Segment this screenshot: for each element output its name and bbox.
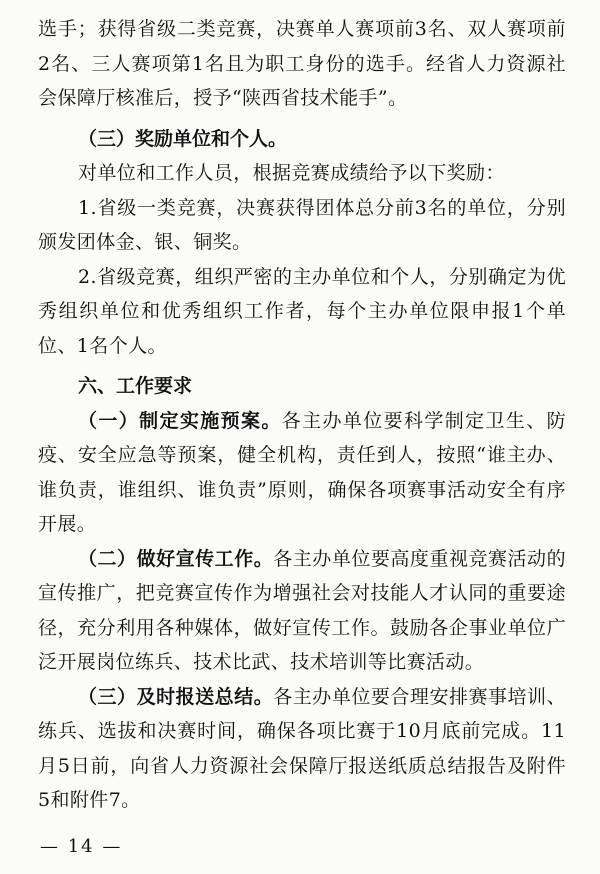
- paragraph-awards-intro: 对单位和工作人员，根据竞赛成绩给予以下奖励：: [78, 162, 505, 184]
- paragraph-requirement-2: [38, 542, 566, 680]
- requirement-1-body: 各主办单位要科学制定卫生、防疫、安全应急等预案，健全机构，责任到人，按照“谁主办、谁负责，谁组织、谁负责”原则，确保各项赛事活动安全有序开展。: [38, 409, 566, 535]
- requirement-3-title: （三）及时报送总结。: [78, 685, 274, 708]
- section-heading-requirements: 六、工作要求: [78, 375, 193, 397]
- paragraph-requirement-1: [38, 404, 566, 542]
- page-number: — 14 —: [40, 836, 123, 857]
- document-body: [38, 12, 566, 818]
- requirement-2-title: （二）做好宣传工作。: [78, 547, 274, 570]
- paragraph-requirement-3: [38, 680, 566, 818]
- requirement-1-title: （一）制定实施预案。: [78, 409, 282, 432]
- requirement-3-body: 各主办单位要合理安排赛事培训、练兵、选拔和决赛时间，确保各项比赛于10月底前完成。11月5日前，向省人力资源社会保障厅报送纸质总结报告及附件5和附件7。: [38, 685, 566, 811]
- paragraph-continuation: 选手；获得省级二类竞赛，决赛单人赛项前3名、双人赛项前2名、三人赛项第1名且为职工身份的选手。经省人力资源社会保障厅核准后，授予“陕西省技术能手”。: [38, 18, 566, 109]
- paragraph-award-item-2: 2.省级竞赛，组织严密的主办单位和个人，分别确定为优秀组织单位和优秀组织工作者，每个主办单位限申报1个单位、1名个人。: [38, 265, 566, 357]
- paragraph-award-item-1: 1.省级一类竞赛，决赛获得团体总分前3名的单位，分别颁发团体金、银、铜奖。: [38, 196, 566, 253]
- section-heading-awards: （三）奖励单位和个人。: [78, 127, 288, 150]
- requirement-2-body: 各主办单位要高度重视竞赛活动的宣传推广，把竞赛宣传作为增强社会对技能人才认同的重要途径，充分利用各种媒体，做好宣传工作。鼓励各企事业单位广泛开展岗位练兵、技术比武、技术培训等比赛活动。: [38, 547, 566, 673]
